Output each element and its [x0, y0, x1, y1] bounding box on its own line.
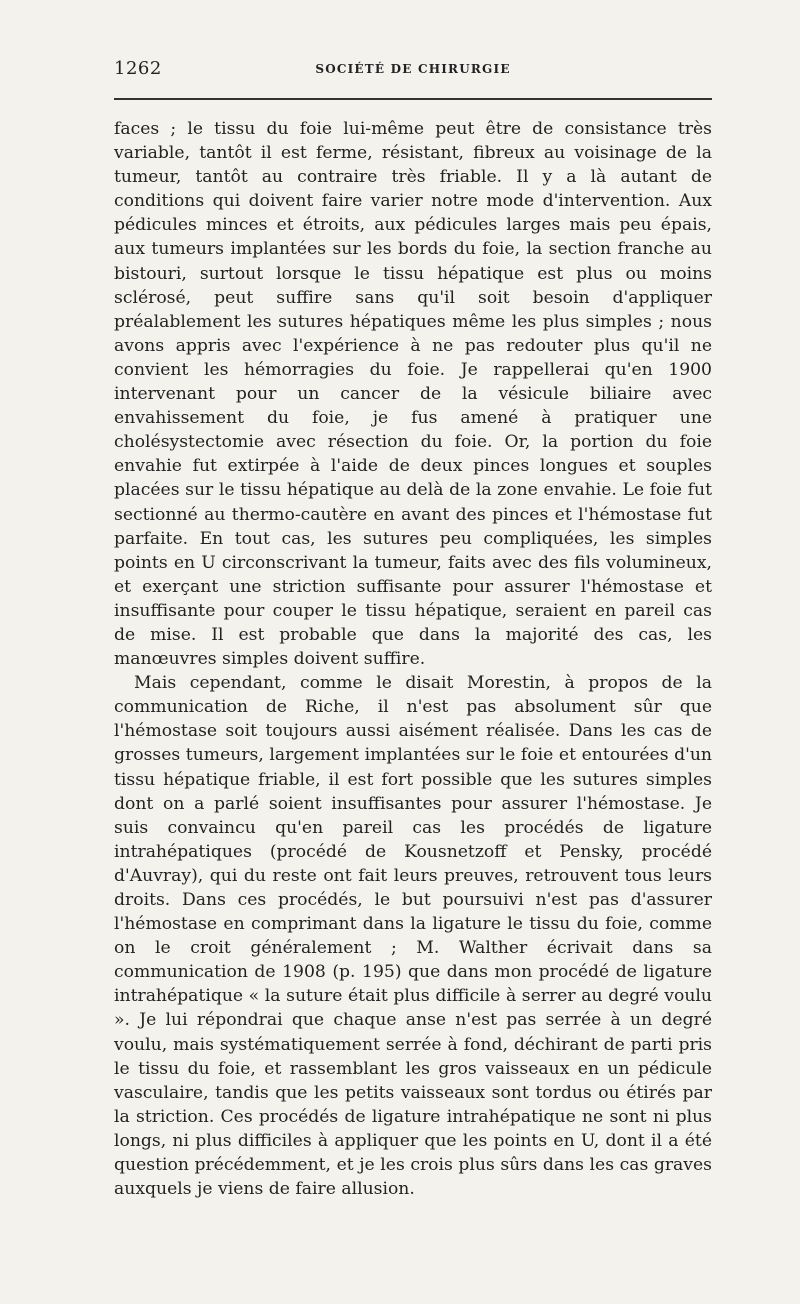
running-head	[114, 58, 712, 84]
paragraph: Mais cependant, comme le disait Morestin, à propos de la communication de Riche, il n'est pas absolument sûr que l'hémostase soit toujours aussi aisément réalisée. Dans les cas de grosses tumeurs, largement implantées sur le foie et entourées d'un tissu hépatique friable, il est fort possible que les sutures simples dont on a parlé soient insuffisantes pour assurer l'hémostase. Je suis convaincu qu'en pareil cas les procédés de ligature intrahépatiques (procédé de Kousnetzoff et Pensky, procédé d'Auvray), qui du reste ont fait leurs preuves, retrouvent tous leurs droits. Dans ces procédés, le but poursuivi n'est pas d'assurer l'hémostase en comprimant dans la ligature le tissu du foie, comme on le croit généralement ; M. Walther écrivait dans sa communication de 1908 (p. 195) que dans mon procédé de ligature intrahépatique « la suture était plus difficile à serrer au degré voulu ». Je lui répondrai que chaque anse n'est pas serrée à un degré voulu, mais systématiquement serrée à fond, déchirant de parti pris le tissu du foie, et rassemblant les gros vaisseaux en un pédicule vasculaire, tandis que les petits vaisseaux sont tordus ou étirés par la striction. Ces procédés de ligature intrahépatique ne sont ni plus longs, ni plus difficiles à appliquer que les points en U, dont il a été question précédemment, et je les crois plus sûrs dans les cas graves auxquels je viens de faire allusion.	[114, 673, 712, 1200]
header-rule	[114, 98, 712, 100]
body-text	[114, 117, 712, 1201]
journal-title: SOCIÉTÉ DE CHIRURGIE	[315, 62, 511, 76]
page-number: 1262	[114, 58, 162, 79]
paragraph: faces ; le tissu du foie lui-même peut être de consistance très variable, tantôt il est ferme, résistant, fibreux au voisinage de la tumeur, tantôt au contraire très friable. Il y a là autant de conditions qui doivent faire varier notre mode d'intervention. Aux pédicules minces et étroits, aux pédicules larges mais peu épais, aux tumeurs implantées sur les bords du foie, la section franche au bistouri, surtout lorsque le tissu hépatique est plus ou moins sclérosé, peut suffire sans qu'il soit besoin d'appliquer préalablement les sutures hépatiques même les plus simples ; nous avons appris avec l'expérience à ne pas redouter plus qu'il ne convient les hémorragies du foie. Je rappellerai qu'en 1900 intervenant pour un cancer de la vésicule biliaire avec envahissement du foie, je fus amené à pratiquer une cholésystectomie avec résection du foie. Or, la portion du foie envahie fut extirpée à l'aide de deux pinces longues et souples placées sur le tissu hépatique au delà de la zone envahie. Le foie fut sectionné au thermo-cautère en avant des pinces et l'hémostase fut parfaite. En tout cas, les sutures peu compliquées, les simples points en U circonscrivant la tumeur, faits avec des fils volumineux, et exerçant une striction suffisante pour assurer l'hémostase et insuffisante pour couper le tissu hépatique, seraient en pareil cas de mise. Il est probable que dans la majorité des cas, les manœuvres simples doivent suffire.	[114, 119, 712, 670]
